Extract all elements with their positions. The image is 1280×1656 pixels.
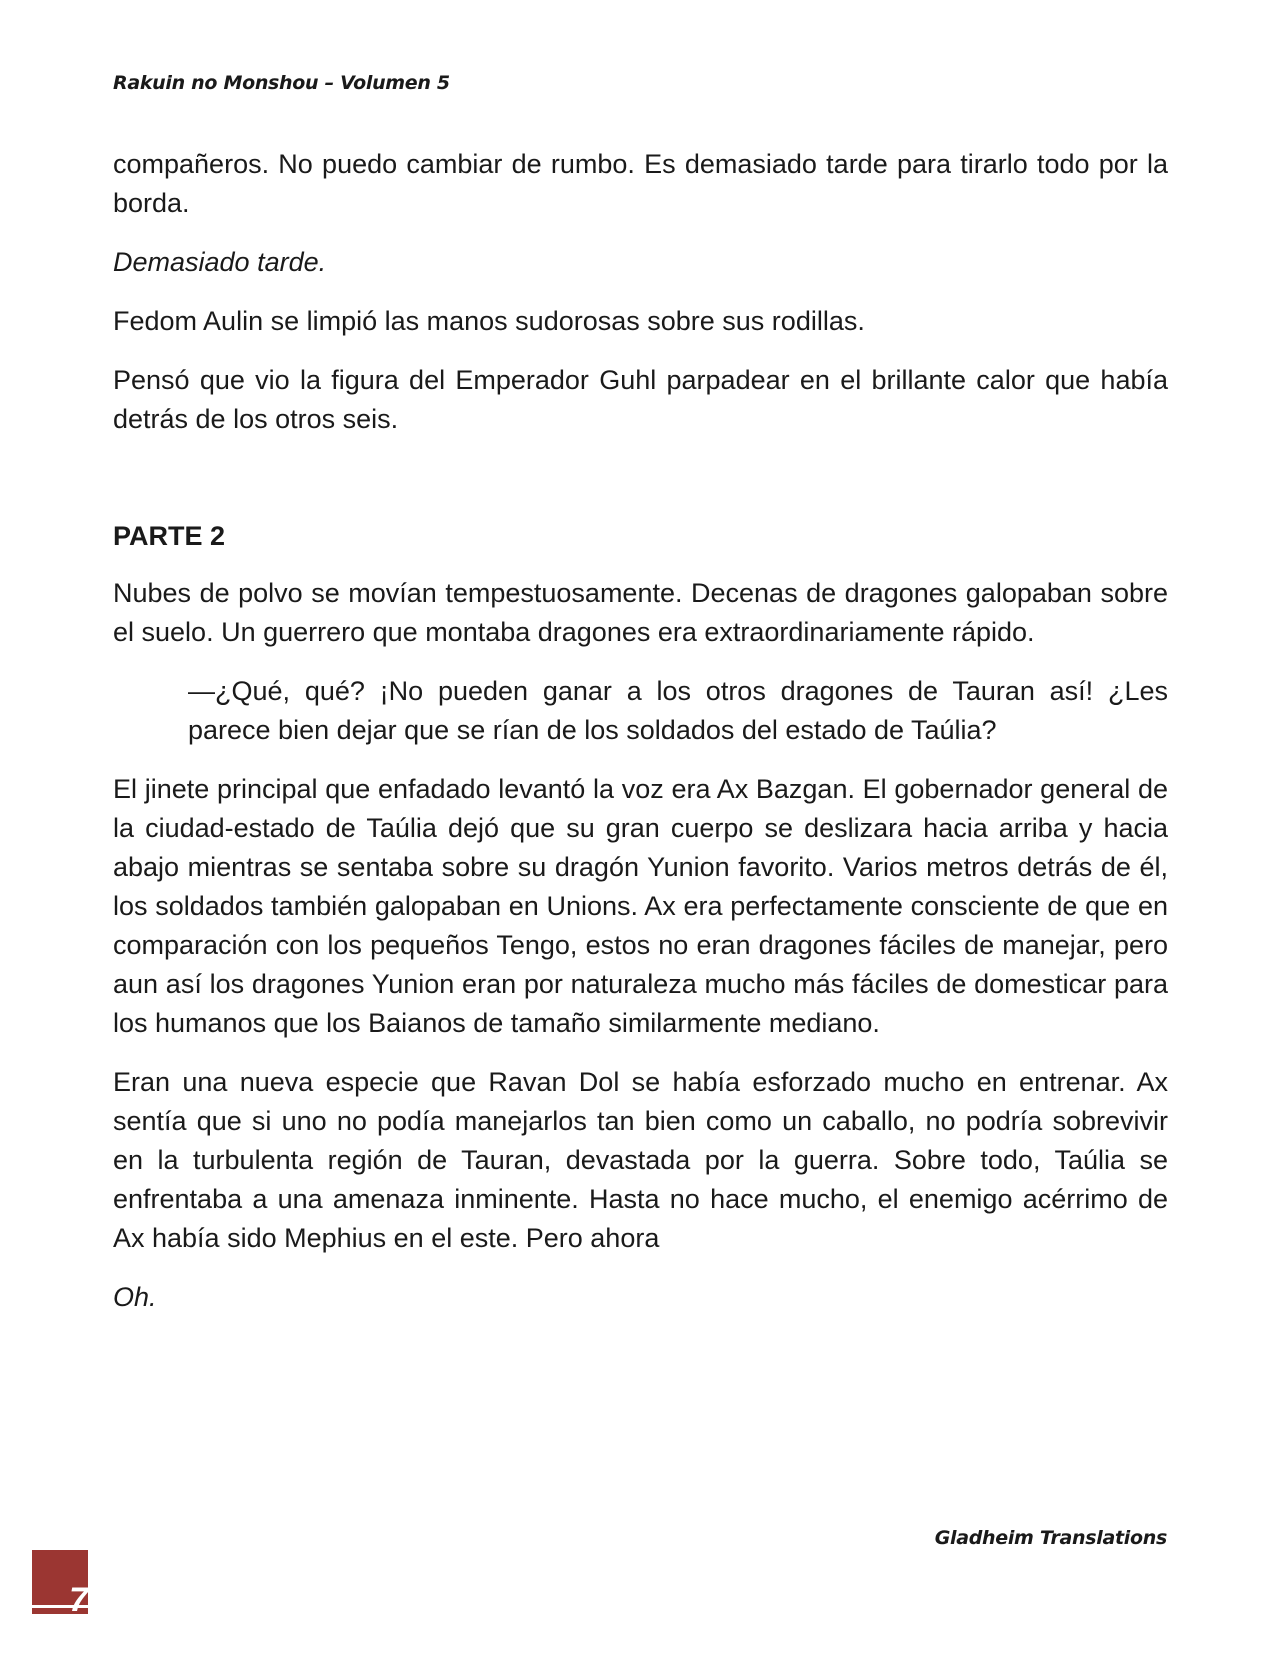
page-header: Rakuin no Monshou – Volumen 5: [113, 72, 450, 94]
paragraph: compañeros. No puedo cambiar de rumbo. Es demasiado tarde para tirarlo todo por la borda.: [113, 149, 1168, 218]
paragraph: Nubes de polvo se movían tempestuosamente. Decenas de dragones galopaban sobre el suelo. Un guerrero que montaba dragones era extraordinariamente rápido.: [113, 578, 1168, 647]
paragraph: El jinete principal que enfadado levantó la voz era Ax Bazgan. El gobernador general de la ciudad-estado de Taúlia dejó que su gran cuerpo se deslizara hacia arriba y hacia abajo mientras se sentaba sobre su dragón Yunion favorito. Varios metros detrás de él, los soldados también galopaban en Unions. Ax era perfectamente consciente de que en comparación con los pequeños Tengo, estos no eran dragones fáciles de manejar, pero aun así los dragones Yunion eran por naturaleza mucho más fáciles de domesticar para los humanos que los Baianos de tamaño similarmente mediano.: [113, 774, 1168, 1038]
page-number-badge: [32, 1550, 88, 1614]
section-heading: PARTE 2: [113, 521, 226, 551]
page-number: 7: [69, 1581, 88, 1614]
paragraph-italic: Oh.: [113, 1282, 157, 1312]
paragraph: Eran una nueva especie que Ravan Dol se había esforzado mucho en entrenar. Ax sentía que si uno no podía manejarlos tan bien como un caballo, no podría sobrevivir en la turbulenta región de Tauran, devastada por la guerra. Sobre todo, Taúlia se enfrentaba a una amenaza inminente. Hasta no hace mucho, el enemigo acérrimo de Ax había sido Mephius en el este. Pero ahora: [113, 1067, 1168, 1253]
paragraph: Pensó que vio la figura del Emperador Guhl parpadear en el brillante calor que había detrás de los otros seis.: [113, 365, 1168, 434]
page-footer-credit: Gladheim Translations: [934, 1527, 1167, 1549]
paragraph: Fedom Aulin se limpió las manos sudorosas sobre sus rodillas.: [113, 306, 865, 336]
page-body: [113, 145, 1168, 1337]
dialogue-paragraph: —¿Qué, qué? ¡No pueden ganar a los otros dragones de Tauran así! ¿Les parece bien dejar que se rían de los soldados del estado de Taúlia?: [188, 676, 1168, 745]
paragraph-italic: Demasiado tarde.: [113, 247, 327, 277]
